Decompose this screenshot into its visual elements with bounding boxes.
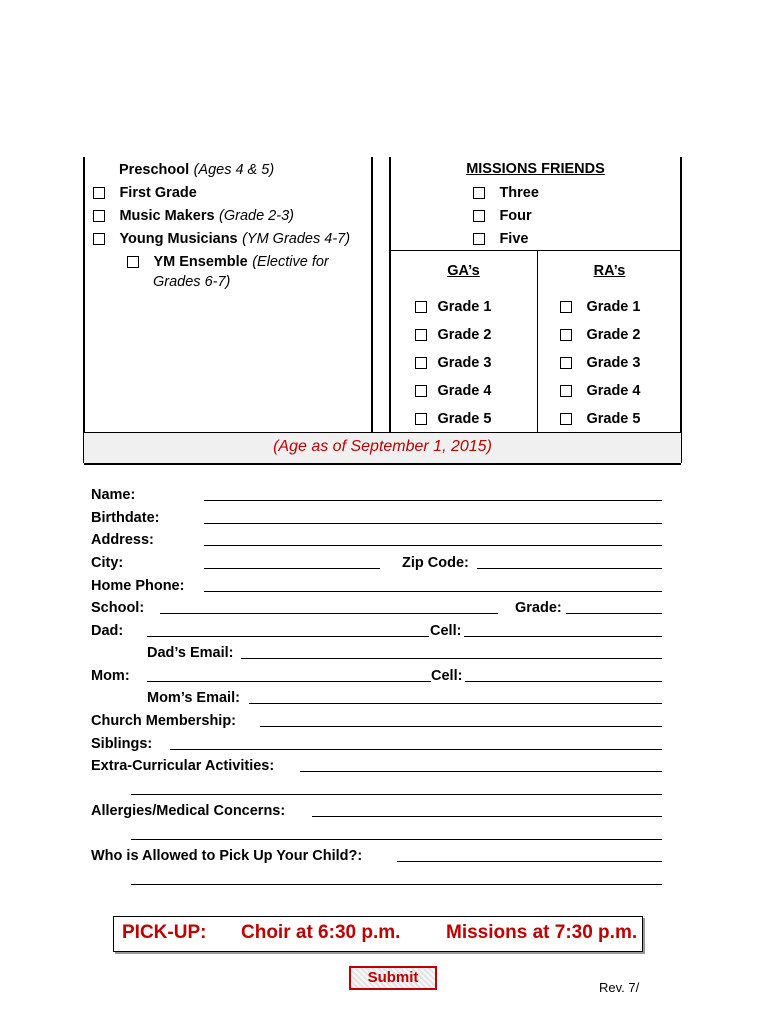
ra-grade-4-row[interactable]	[560, 382, 640, 400]
submit-button[interactable]	[349, 966, 437, 990]
missions-three-label: Three	[499, 185, 539, 201]
ra-grade-2-label: Grade 2	[586, 327, 641, 343]
young-musicians-grade: (YM Grades 4-7)	[242, 231, 351, 247]
school-label: School:	[91, 600, 145, 616]
dad-email-label: Dad’s Email:	[147, 645, 234, 661]
ga-grade-5-checkbox[interactable]	[415, 413, 427, 425]
mom-cell-field[interactable]	[465, 681, 662, 682]
ym-ensemble-checkbox[interactable]	[127, 256, 139, 268]
young-musicians-checkbox[interactable]	[93, 233, 105, 245]
age-note: (Age as of September 1, 2015)	[273, 438, 492, 455]
first-grade-checkbox[interactable]	[93, 187, 105, 199]
music-makers-checkbox[interactable]	[93, 210, 105, 222]
dad-cell-field[interactable]	[464, 636, 662, 637]
missions-gas-separator	[390, 250, 681, 251]
mom-email-label: Mom’s Email:	[147, 690, 240, 706]
dad-label: Dad:	[91, 623, 124, 639]
dad-email-field[interactable]	[241, 658, 662, 659]
missions-four-label: Four	[499, 208, 532, 224]
missions-four-row[interactable]	[473, 207, 532, 225]
zip-code-label: Zip Code:	[402, 555, 469, 571]
revision-note: Rev. 7/	[599, 980, 640, 995]
ym-ensemble-note: (Elective for	[252, 254, 329, 270]
table-divider-2	[389, 157, 391, 432]
pickup-allowed-field[interactable]	[397, 861, 662, 862]
missions-five-label: Five	[499, 231, 529, 247]
home-phone-field[interactable]	[204, 591, 662, 592]
ra-grade-1-row[interactable]	[560, 298, 640, 316]
ra-grade-5-label: Grade 5	[586, 411, 641, 427]
ga-grade-1-checkbox[interactable]	[415, 301, 427, 313]
young-musicians-row[interactable]	[93, 230, 350, 248]
preschool-row	[119, 161, 274, 179]
ga-grade-1-label: Grade 1	[437, 299, 492, 315]
mom-label: Mom:	[91, 668, 130, 684]
ra-grade-3-label: Grade 3	[586, 355, 641, 371]
allergies-field-line-2[interactable]	[131, 839, 662, 840]
church-membership-label: Church Membership:	[91, 713, 237, 729]
ra-grade-5-row[interactable]	[560, 410, 640, 428]
ga-grade-4-row[interactable]	[415, 382, 491, 400]
ga-grade-1-row[interactable]	[415, 298, 491, 316]
table-left-border	[83, 157, 85, 463]
missions-three-checkbox[interactable]	[473, 187, 485, 199]
ra-grade-2-row[interactable]	[560, 326, 640, 344]
ga-grade-5-row[interactable]	[415, 410, 491, 428]
ra-grade-1-checkbox[interactable]	[560, 301, 572, 313]
dad-field[interactable]	[147, 636, 429, 637]
allergies-field[interactable]	[312, 816, 662, 817]
preschool-label: Preschool	[119, 162, 190, 178]
music-makers-grade: (Grade 2-3)	[219, 208, 294, 224]
siblings-field[interactable]	[170, 749, 662, 750]
zip-code-field[interactable]	[477, 568, 662, 569]
music-makers-label: Music Makers	[119, 208, 215, 224]
table-right-border	[680, 157, 682, 463]
ga-grade-4-label: Grade 4	[437, 383, 492, 399]
birthdate-label: Birthdate:	[91, 510, 160, 526]
city-label: City:	[91, 555, 124, 571]
allergies-label: Allergies/Medical Concerns:	[91, 803, 286, 819]
extra-curricular-label: Extra-Curricular Activities:	[91, 758, 275, 774]
music-makers-row[interactable]	[93, 207, 294, 225]
submit-label: Submit	[367, 969, 419, 986]
ras-heading: RA’s	[593, 263, 626, 279]
ra-grade-4-label: Grade 4	[586, 383, 641, 399]
mom-cell-label: Cell:	[431, 668, 463, 684]
dad-cell-label: Cell:	[430, 623, 462, 639]
address-label: Address:	[91, 532, 154, 548]
first-grade-row[interactable]	[93, 184, 197, 202]
siblings-label: Siblings:	[91, 736, 153, 752]
ra-grade-4-checkbox[interactable]	[560, 385, 572, 397]
missions-friends-heading: MISSIONS FRIENDS	[466, 161, 605, 177]
grade-label: Grade:	[515, 600, 562, 616]
home-phone-label: Home Phone:	[91, 578, 185, 594]
ra-grade-5-checkbox[interactable]	[560, 413, 572, 425]
birthdate-field[interactable]	[204, 523, 662, 524]
mom-email-field[interactable]	[249, 703, 662, 704]
ga-grade-5-label: Grade 5	[437, 411, 492, 427]
ga-grade-4-checkbox[interactable]	[415, 385, 427, 397]
ga-grade-2-checkbox[interactable]	[415, 329, 427, 341]
gas-heading: GA’s	[447, 263, 480, 279]
mom-field[interactable]	[147, 681, 431, 682]
ym-ensemble-note-continued: Grades 6-7)	[153, 274, 231, 290]
grade-field[interactable]	[566, 613, 662, 614]
missions-five-checkbox[interactable]	[473, 233, 485, 245]
school-field[interactable]	[160, 613, 498, 614]
address-field[interactable]	[204, 545, 662, 546]
first-grade-label: First Grade	[119, 185, 197, 201]
ra-grade-1-label: Grade 1	[586, 299, 641, 315]
extra-curricular-field[interactable]	[300, 771, 662, 772]
ra-grade-3-row[interactable]	[560, 354, 640, 372]
young-musicians-label: Young Musicians	[119, 231, 238, 247]
extra-curricular-field-line-2[interactable]	[131, 794, 662, 795]
ra-grade-3-checkbox[interactable]	[560, 357, 572, 369]
church-membership-field[interactable]	[260, 726, 662, 727]
ga-grade-2-row[interactable]	[415, 326, 491, 344]
ga-grade-3-row[interactable]	[415, 354, 491, 372]
ga-grade-2-label: Grade 2	[437, 327, 492, 343]
pickup-choir-time: Choir at 6:30 p.m.	[241, 922, 401, 943]
ra-grade-2-checkbox[interactable]	[560, 329, 572, 341]
name-field[interactable]	[204, 500, 662, 501]
ym-ensemble-label: YM Ensemble	[153, 254, 248, 270]
ym-ensemble-row[interactable]	[127, 253, 329, 271]
pickup-missions-time: Missions at 7:30 p.m.	[446, 922, 638, 943]
missions-five-row[interactable]	[473, 230, 528, 248]
missions-three-row[interactable]	[473, 184, 539, 202]
pickup-allowed-label: Who is Allowed to Pick Up Your Child?:	[91, 848, 363, 864]
ga-grade-3-checkbox[interactable]	[415, 357, 427, 369]
name-label: Name:	[91, 487, 136, 503]
pickup-allowed-field-line-2[interactable]	[131, 884, 662, 885]
pickup-label: PICK-UP:	[122, 922, 207, 943]
city-field[interactable]	[204, 568, 380, 569]
preschool-ages: (Ages 4 & 5)	[193, 162, 275, 178]
missions-four-checkbox[interactable]	[473, 210, 485, 222]
ga-grade-3-label: Grade 3	[437, 355, 492, 371]
table-divider-1	[371, 157, 373, 432]
